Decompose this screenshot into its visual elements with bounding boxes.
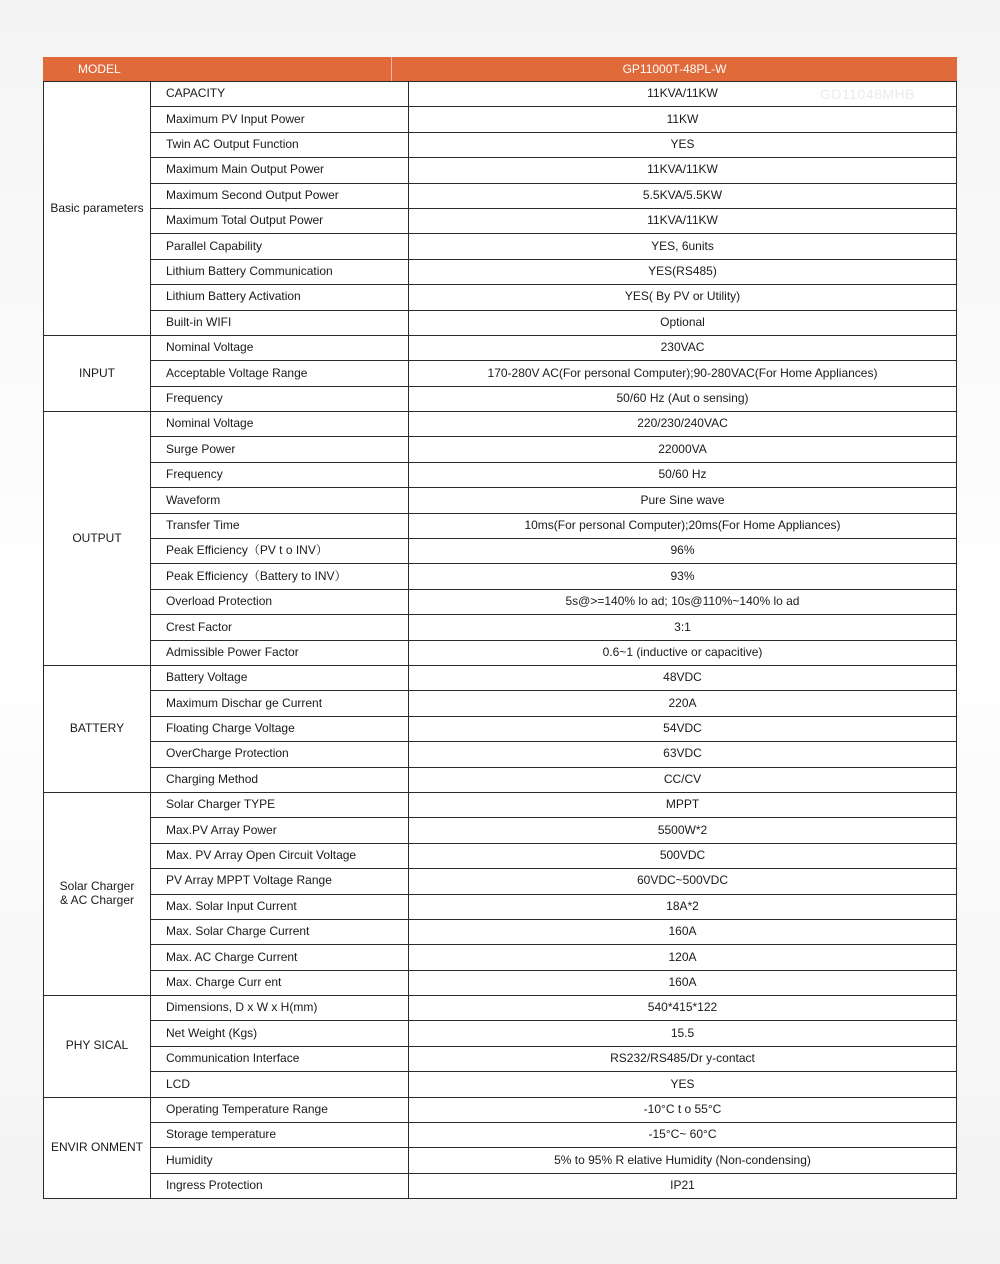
table-row <box>44 437 957 462</box>
table-row <box>44 691 957 716</box>
table-row <box>44 513 957 538</box>
table-row <box>44 843 957 868</box>
parameter-value: 96% <box>409 539 957 564</box>
parameter-name: Transfer Time <box>151 513 409 538</box>
parameter-name: Frequency <box>151 462 409 487</box>
parameter-value: MPPT <box>409 792 957 817</box>
table-row <box>44 665 957 690</box>
parameter-name: Admissible Power Factor <box>151 640 409 665</box>
parameter-value: 5500W*2 <box>409 818 957 843</box>
parameter-name: Humidity <box>151 1148 409 1173</box>
table-row <box>44 310 957 335</box>
table-row <box>44 132 957 157</box>
model-header-row <box>43 57 957 81</box>
group-label: INPUT <box>44 335 151 411</box>
parameter-name: Battery Voltage <box>151 665 409 690</box>
table-row <box>44 1173 957 1198</box>
parameter-value: 10ms(For personal Computer);20ms(For Home Appliances) <box>409 513 957 538</box>
parameter-name: Maximum Dischar ge Current <box>151 691 409 716</box>
parameter-name: Ingress Protection <box>151 1173 409 1198</box>
parameter-name: Max. Charge Curr ent <box>151 970 409 995</box>
parameter-name: LCD <box>151 1072 409 1097</box>
table-row <box>44 335 957 360</box>
table-row <box>44 792 957 817</box>
table-row <box>44 945 957 970</box>
parameter-value: YES <box>409 1072 957 1097</box>
parameter-name: Maximum PV Input Power <box>151 107 409 132</box>
parameter-value: 93% <box>409 564 957 589</box>
table-row <box>44 1097 957 1122</box>
parameter-value: 170-280V AC(For personal Computer);90-280VAC(For Home Appliances) <box>409 361 957 386</box>
parameter-value: 160A <box>409 919 957 944</box>
parameter-name: Floating Charge Voltage <box>151 716 409 741</box>
parameter-value: 15.5 <box>409 1021 957 1046</box>
parameter-value: 11KVA/11KW <box>409 208 957 233</box>
parameter-value: 50/60 Hz <box>409 462 957 487</box>
parameter-value: 18A*2 <box>409 894 957 919</box>
spec-table <box>43 81 957 1199</box>
table-row <box>44 589 957 614</box>
parameter-value: 54VDC <box>409 716 957 741</box>
table-row <box>44 488 957 513</box>
table-row <box>44 894 957 919</box>
parameter-name: Frequency <box>151 386 409 411</box>
parameter-value: 230VAC <box>409 335 957 360</box>
parameter-name: Operating Temperature Range <box>151 1097 409 1122</box>
table-row <box>44 716 957 741</box>
table-row <box>44 1148 957 1173</box>
parameter-name: Crest Factor <box>151 615 409 640</box>
parameter-value: -15°C~ 60°C <box>409 1123 957 1148</box>
table-row <box>44 107 957 132</box>
table-row <box>44 1072 957 1097</box>
parameter-name: CAPACITY <box>151 82 409 107</box>
watermark: GD11048MHB <box>820 86 916 102</box>
parameter-value: CC/CV <box>409 767 957 792</box>
parameter-value: 5% to 95% R elative Humidity (Non-condensing) <box>409 1148 957 1173</box>
table-row <box>44 285 957 310</box>
parameter-value: 11KVA/11KW <box>409 158 957 183</box>
table-row <box>44 1123 957 1148</box>
parameter-name: Max. AC Charge Current <box>151 945 409 970</box>
table-row <box>44 640 957 665</box>
parameter-name: Built-in WIFI <box>151 310 409 335</box>
model-value: GP11000T-48PL-W <box>622 62 727 76</box>
parameter-value: YES <box>409 132 957 157</box>
parameter-value: 63VDC <box>409 742 957 767</box>
parameter-name: Nominal Voltage <box>151 412 409 437</box>
parameter-name: Solar Charger TYPE <box>151 792 409 817</box>
parameter-name: Charging Method <box>151 767 409 792</box>
parameter-name: Twin AC Output Function <box>151 132 409 157</box>
table-row <box>44 158 957 183</box>
parameter-name: Max. PV Array Open Circuit Voltage <box>151 843 409 868</box>
parameter-value: 220A <box>409 691 957 716</box>
group-label: ENVIR ONMENT <box>44 1097 151 1199</box>
parameter-name: Communication Interface <box>151 1046 409 1071</box>
parameter-value: 120A <box>409 945 957 970</box>
parameter-value: Optional <box>409 310 957 335</box>
parameter-value: 5.5KVA/5.5KW <box>409 183 957 208</box>
parameter-value: Pure Sine wave <box>409 488 957 513</box>
spec-sheet <box>43 57 957 1199</box>
group-label: Basic parameters <box>44 82 151 336</box>
table-row <box>44 818 957 843</box>
table-row <box>44 462 957 487</box>
parameter-value: 60VDC~500VDC <box>409 869 957 894</box>
parameter-name: Parallel Capability <box>151 234 409 259</box>
parameter-value: 540*415*122 <box>409 996 957 1021</box>
group-label: PHY SICAL <box>44 996 151 1098</box>
table-row <box>44 361 957 386</box>
parameter-name: Lithium Battery Communication <box>151 259 409 284</box>
group-label: BATTERY <box>44 665 151 792</box>
parameter-value: 11KVA/11KW <box>409 82 957 107</box>
group-label: Solar Charger & AC Charger <box>44 792 151 995</box>
parameter-name: Peak Efficiency（Battery to INV） <box>151 564 409 589</box>
parameter-value: 48VDC <box>409 665 957 690</box>
parameter-name: Storage temperature <box>151 1123 409 1148</box>
table-row <box>44 234 957 259</box>
parameter-value: YES( By PV or Utility) <box>409 285 957 310</box>
parameter-name: Max. Solar Input Current <box>151 894 409 919</box>
table-row <box>44 564 957 589</box>
table-row <box>44 742 957 767</box>
parameter-name: Maximum Second Output Power <box>151 183 409 208</box>
parameter-name: Overload Protection <box>151 589 409 614</box>
parameter-name: Dimensions, D x W x H(mm) <box>151 996 409 1021</box>
table-row <box>44 767 957 792</box>
parameter-value: 50/60 Hz (Aut o sensing) <box>409 386 957 411</box>
parameter-value: YES(RS485) <box>409 259 957 284</box>
model-label: MODEL <box>43 57 392 81</box>
parameter-name: Waveform <box>151 488 409 513</box>
parameter-value: 0.6~1 (inductive or capacitive) <box>409 640 957 665</box>
table-row <box>44 919 957 944</box>
table-row <box>44 1046 957 1071</box>
parameter-value: 220/230/240VAC <box>409 412 957 437</box>
parameter-name: Lithium Battery Activation <box>151 285 409 310</box>
table-row <box>44 539 957 564</box>
table-row <box>44 996 957 1021</box>
parameter-name: Nominal Voltage <box>151 335 409 360</box>
table-row <box>44 259 957 284</box>
parameter-value: 22000VA <box>409 437 957 462</box>
parameter-value: 500VDC <box>409 843 957 868</box>
parameter-name: Maximum Main Output Power <box>151 158 409 183</box>
table-row <box>44 183 957 208</box>
parameter-name: Maximum Total Output Power <box>151 208 409 233</box>
parameter-value: YES, 6units <box>409 234 957 259</box>
table-row <box>44 386 957 411</box>
parameter-value: RS232/RS485/Dr y-contact <box>409 1046 957 1071</box>
parameter-name: Max. Solar Charge Current <box>151 919 409 944</box>
table-row <box>44 615 957 640</box>
table-row <box>44 1021 957 1046</box>
parameter-value: 5s@>=140% lo ad; 10s@110%~140% lo ad <box>409 589 957 614</box>
parameter-value: 160A <box>409 970 957 995</box>
parameter-name: Surge Power <box>151 437 409 462</box>
table-row <box>44 869 957 894</box>
table-row <box>44 970 957 995</box>
parameter-value: 11KW <box>409 107 957 132</box>
parameter-name: Max.PV Array Power <box>151 818 409 843</box>
table-row <box>44 412 957 437</box>
group-label: OUTPUT <box>44 412 151 666</box>
parameter-name: Acceptable Voltage Range <box>151 361 409 386</box>
parameter-value: IP21 <box>409 1173 957 1198</box>
parameter-name: Net Weight (Kgs) <box>151 1021 409 1046</box>
parameter-value: -10°C t o 55°C <box>409 1097 957 1122</box>
parameter-value: 3:1 <box>409 615 957 640</box>
parameter-name: Peak Efficiency（PV t o INV） <box>151 539 409 564</box>
parameter-name: OverCharge Protection <box>151 742 409 767</box>
parameter-name: PV Array MPPT Voltage Range <box>151 869 409 894</box>
table-row <box>44 208 957 233</box>
